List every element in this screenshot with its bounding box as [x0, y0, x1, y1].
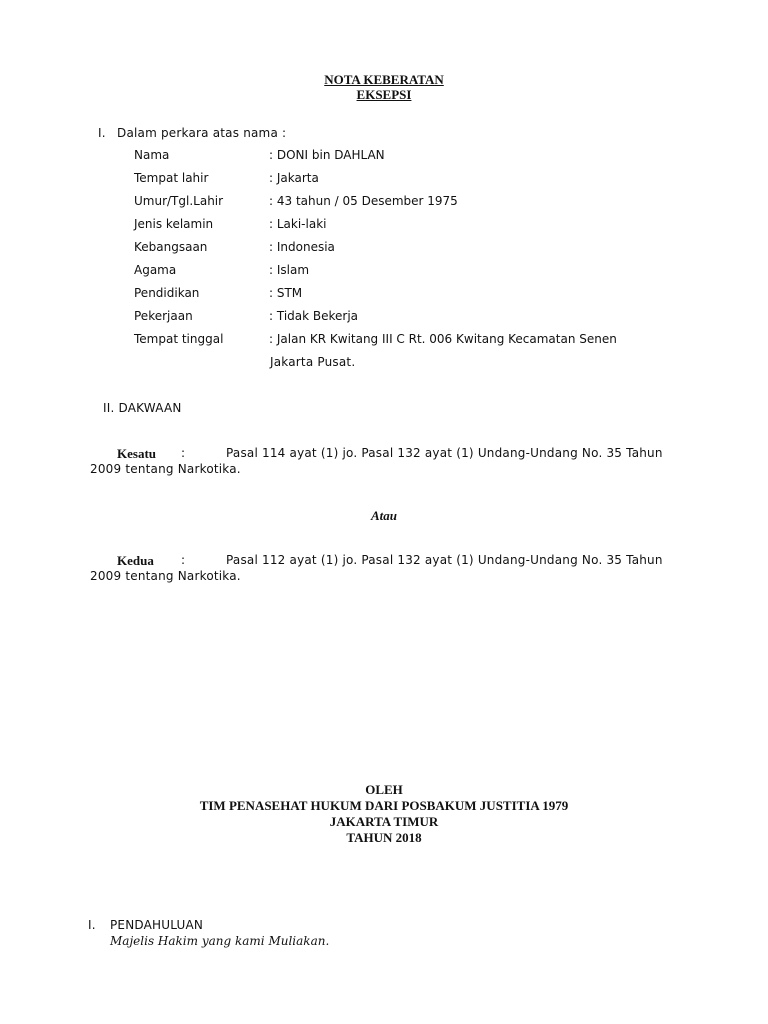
field-label: Tempat tinggal	[134, 332, 224, 346]
document-subtitle: EKSEPSI	[356, 87, 412, 102]
section-3-number: I.	[88, 918, 96, 932]
field-label: Kebangsaan	[134, 240, 208, 254]
footer-team: TIM PENASEHAT HUKUM DARI POSBAKUM JUSTITIA 1979	[199, 798, 569, 813]
charge-2-label: Kedua	[117, 553, 154, 568]
field-label: Nama	[134, 148, 170, 162]
charge-1-line-2: 2009 tentang Narkotika.	[90, 462, 241, 476]
field-value: : STM	[269, 286, 303, 300]
section-3-heading: PENDAHULUAN	[110, 918, 204, 932]
charge-1-label: Kesatu	[117, 446, 156, 461]
field-value: : Islam	[269, 263, 310, 277]
field-label: Agama	[134, 263, 177, 277]
charge-2-line-1: Pasal 112 ayat (1) jo. Pasal 132 ayat (1) Undang-Undang No. 35 Tahun	[226, 553, 663, 567]
charge-2-line-2: 2009 tentang Narkotika.	[90, 569, 241, 583]
section-1-heading: Dalam perkara atas nama :	[117, 126, 287, 140]
field-value: : Jalan KR Kwitang III C Rt. 006 Kwitang Kecamatan Senen	[269, 332, 617, 346]
field-label: Pendidikan	[134, 286, 200, 300]
salutation: Majelis Hakim yang kami Muliakan.	[110, 934, 330, 948]
field-value: : Laki-laki	[269, 217, 327, 231]
field-value: : DONI bin DAHLAN	[269, 148, 385, 162]
address-continuation: Jakarta Pusat.	[270, 355, 356, 369]
field-value: : Jakarta	[269, 171, 319, 185]
charge-1-colon: :	[181, 446, 186, 460]
charge-2-colon: :	[181, 553, 186, 567]
field-value: : 43 tahun / 05 Desember 1975	[269, 194, 458, 208]
footer-city: JAKARTA TIMUR	[329, 814, 439, 829]
field-label: Umur/Tgl.Lahir	[134, 194, 224, 208]
footer-year: TAHUN 2018	[346, 830, 422, 845]
section-1-number: I.	[98, 126, 106, 140]
charge-1-line-1: Pasal 114 ayat (1) jo. Pasal 132 ayat (1) Undang-Undang No. 35 Tahun	[226, 446, 663, 460]
field-value: : Tidak Bekerja	[269, 309, 359, 323]
or-separator: Atau	[370, 508, 397, 523]
field-label: Pekerjaan	[134, 309, 193, 323]
field-label: Tempat lahir	[134, 171, 209, 185]
document-title: NOTA KEBERATAN	[324, 72, 444, 87]
field-value: : Indonesia	[269, 240, 335, 254]
section-2-heading: II. DAKWAAN	[103, 401, 182, 415]
footer-by: OLEH	[365, 782, 403, 797]
field-label: Jenis kelamin	[134, 217, 214, 231]
